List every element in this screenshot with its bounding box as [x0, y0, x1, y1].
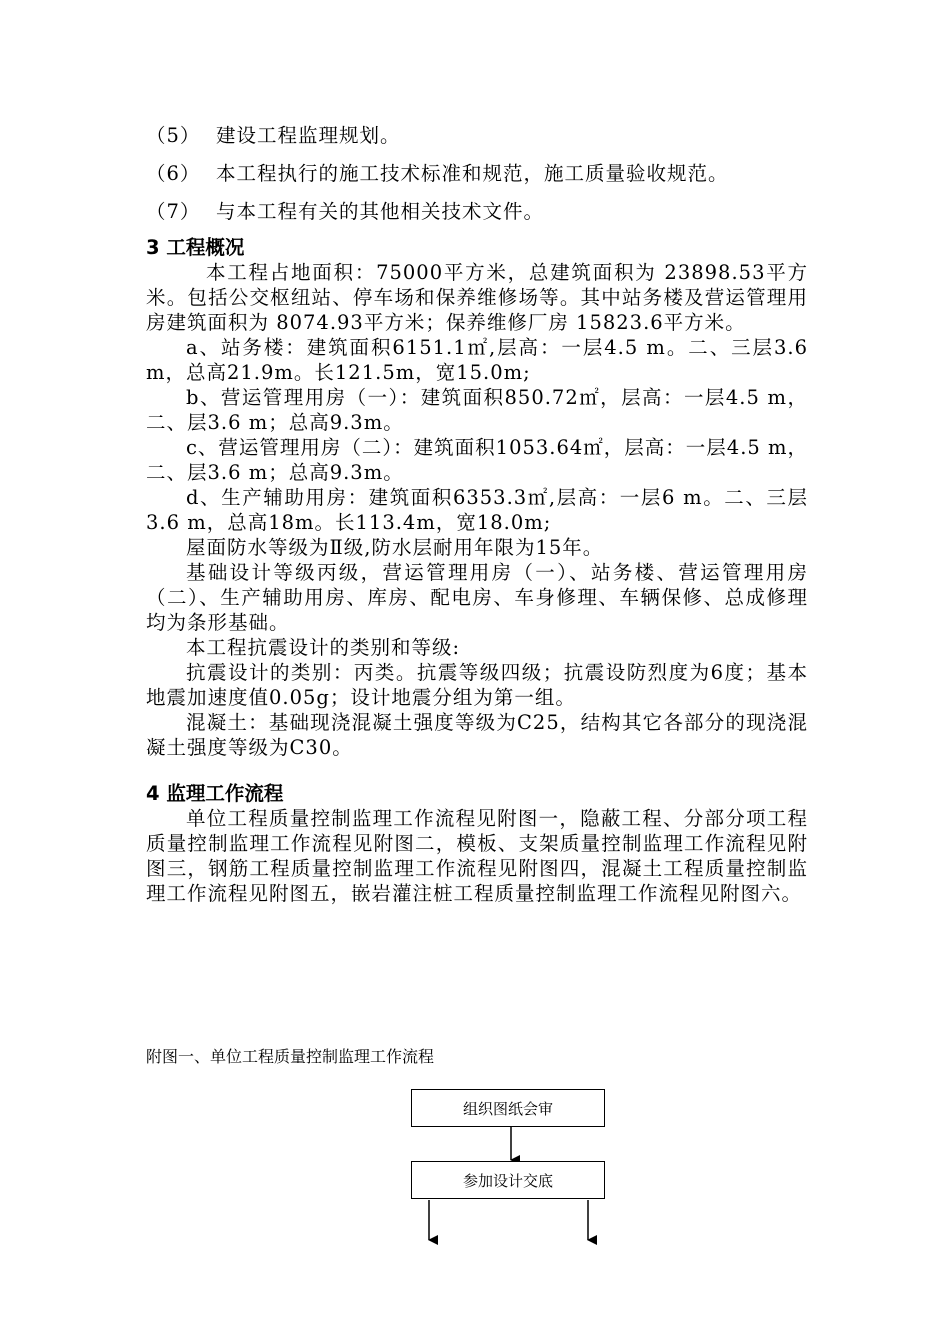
paragraph-seismic-title: 本工程抗震设计的类别和等级: — [186, 636, 461, 659]
section-3-heading: 3 工程概况 — [146, 236, 245, 259]
paragraph-building-d: d、生产辅助用房：建筑面积6353.3㎡,层高：一层6 m。二、三层3.6 m，总高18m。长113.4m，宽18.0m; — [146, 486, 808, 534]
paragraph-concrete: 混凝土：基础现浇混凝土强度等级为C25，结构其它各部分的现浇混凝土强度等级为C30。 — [146, 711, 808, 759]
paragraph-building-a: a、站务楼：建筑面积6151.1㎡,层高：一层4.5 m。二、三层3.6 m，总高21.9m。长121.5m，宽15.0m; — [146, 336, 808, 384]
list-text: 与本工程有关的其他相关技术文件。 — [216, 200, 545, 223]
flow-box-label: 组织图纸会审 — [462, 1099, 553, 1118]
flow-box-design-briefing — [411, 1161, 605, 1199]
list-text: 建设工程监理规划。 — [216, 124, 401, 147]
section-4-heading: 4 监理工作流程 — [146, 782, 284, 805]
figure-caption: 附图一、单位工程质量控制监理工作流程 — [146, 1047, 435, 1066]
paragraph-overview: 本工程占地面积：75000平方米，总建筑面积为 23898.53平方米。包括公交枢纽站、停车场和保养维修场等。其中站务楼及营运管理用房建筑面积为 8074.93平方米；保养维修厂房 15823.6平方米。 — [146, 261, 808, 334]
list-number: （6） — [146, 162, 201, 185]
paragraph-seismic: 抗震设计的类别：丙类。抗震等级四级；抗震设防烈度为6度；基本地震加速度值0.05g；设计地震分组为第一组。 — [146, 661, 808, 709]
paragraph-building-b: b、营运管理用房（一）：建筑面积850.72㎡，层高：一层4.5 m，二、层3.6 m；总高9.3m。 — [146, 386, 808, 434]
paragraph-roof: 屋面防水等级为Ⅱ级,防水层耐用年限为15年。 — [186, 536, 604, 559]
list-number: （7） — [146, 200, 201, 223]
paragraph-building-c: c、营运管理用房（二）：建筑面积1053.64㎡，层高：一层4.5 m，二、层3.6 m；总高9.3m。 — [146, 436, 809, 484]
paragraph-foundation: 基础设计等级丙级，营运管理用房（一）、站务楼、营运管理用房（二）、生产辅助用房、库房、配电房、车身修理、车辆保修、总成修理均为条形基础。 — [146, 561, 808, 634]
list-number: （5） — [146, 124, 201, 147]
flow-box-label: 参加设计交底 — [462, 1171, 553, 1190]
flow-box-drawing-review — [411, 1089, 605, 1127]
paragraph-workflow: 单位工程质量控制监理工作流程见附图一，隐蔽工程、分部分项工程质量控制监理工作流程见附图二，模板、支架质量控制监理工作流程见附图三，钢筋工程质量控制监理工作流程见附图四，混凝土工程质量控制监理工作流程见附图五，嵌岩灌注桩工程质量控制监理工作流程见附图六。 — [146, 807, 808, 905]
list-text: 本工程执行的施工技术标准和规范，施工质量验收规范。 — [216, 162, 729, 185]
